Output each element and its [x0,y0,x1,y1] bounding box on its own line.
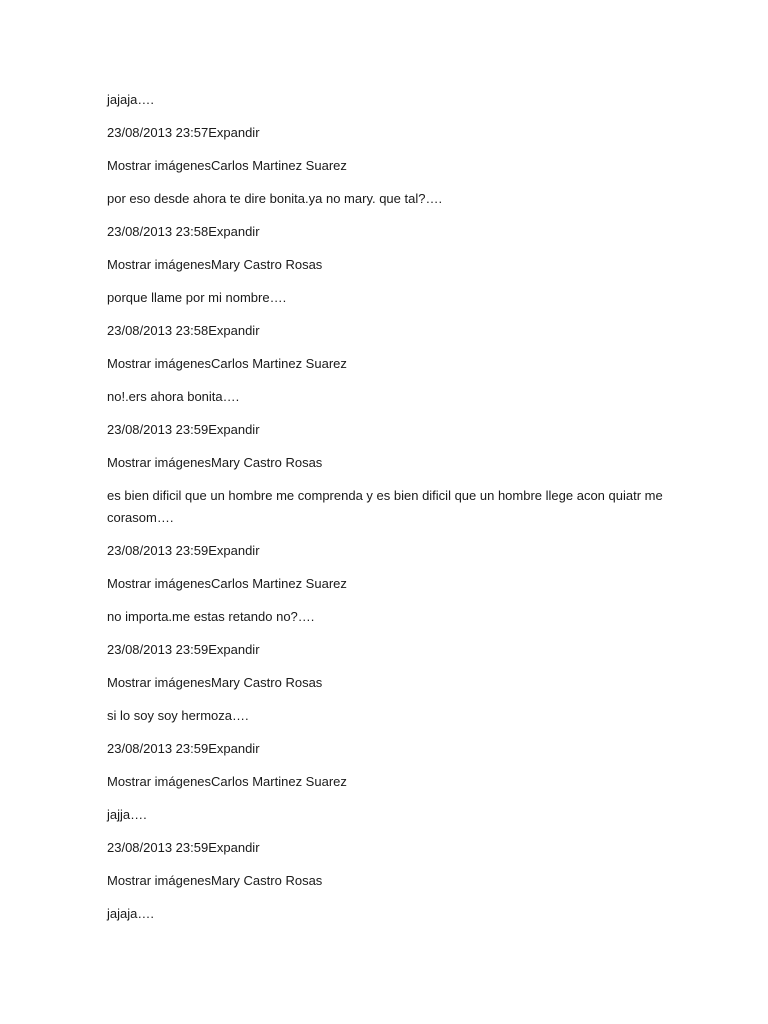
timestamp: 23/08/2013 23:59 [107,422,209,437]
author-name: Carlos Martinez Suarez [211,158,347,173]
author-name: Carlos Martinez Suarez [211,356,347,371]
timestamp: 23/08/2013 23:59 [107,543,209,558]
author-name: Mary Castro Rosas [211,455,323,470]
message-author-line [107,573,667,595]
message-text: porque llame por mi nombre…. [107,290,287,305]
message-text: jajaja…. [107,92,154,107]
author-name: Mary Castro Rosas [211,257,323,272]
message-timestamp-line [107,540,667,562]
timestamp: 23/08/2013 23:57 [107,125,209,140]
expand-link[interactable]: Expandir [208,422,260,437]
show-images-link[interactable]: Mostrar imágenes [107,576,212,591]
author-name: Mary Castro Rosas [211,873,323,888]
author-name: Mary Castro Rosas [211,675,323,690]
message-text: si lo soy soy hermoza…. [107,708,249,723]
document-page [107,89,667,936]
author-name: Carlos Martinez Suarez [211,774,347,789]
author-name: Carlos Martinez Suarez [211,576,347,591]
timestamp: 23/08/2013 23:59 [107,840,209,855]
message-text: jajaja…. [107,906,154,921]
message-author-line [107,155,667,177]
message-timestamp-line [107,738,667,760]
message-author-line [107,870,667,892]
message-timestamp-line [107,639,667,661]
message-timestamp-line [107,122,667,144]
show-images-link[interactable]: Mostrar imágenes [107,675,212,690]
timestamp: 23/08/2013 23:59 [107,642,209,657]
message-author-line [107,254,667,276]
show-images-link[interactable]: Mostrar imágenes [107,158,212,173]
message-author-line [107,672,667,694]
message-text: por eso desde ahora te dire bonita.ya no mary. que tal?…. [107,191,443,206]
expand-link[interactable]: Expandir [208,741,260,756]
expand-link[interactable]: Expandir [208,323,260,338]
message-text: es bien dificil que un hombre me comprenda y es bien dificil que un hombre llege acon quiatr me corasom…. [107,488,663,525]
expand-link[interactable]: Expandir [208,840,260,855]
message-author-line [107,771,667,793]
expand-link[interactable]: Expandir [208,125,260,140]
message-author-line [107,452,667,474]
expand-link[interactable]: Expandir [208,543,260,558]
message-timestamp-line [107,837,667,859]
message-text: no!.ers ahora bonita…. [107,389,240,404]
timestamp: 23/08/2013 23:59 [107,741,209,756]
message-timestamp-line [107,419,667,441]
message-timestamp-line [107,320,667,342]
show-images-link[interactable]: Mostrar imágenes [107,356,212,371]
show-images-link[interactable]: Mostrar imágenes [107,455,212,470]
message-text: jajja…. [107,807,147,822]
expand-link[interactable]: Expandir [208,642,260,657]
message-text: no importa.me estas retando no?…. [107,609,315,624]
message-author-line [107,353,667,375]
show-images-link[interactable]: Mostrar imágenes [107,257,212,272]
message-timestamp-line [107,221,667,243]
timestamp: 23/08/2013 23:58 [107,224,209,239]
timestamp: 23/08/2013 23:58 [107,323,209,338]
show-images-link[interactable]: Mostrar imágenes [107,774,212,789]
show-images-link[interactable]: Mostrar imágenes [107,873,212,888]
expand-link[interactable]: Expandir [208,224,260,239]
